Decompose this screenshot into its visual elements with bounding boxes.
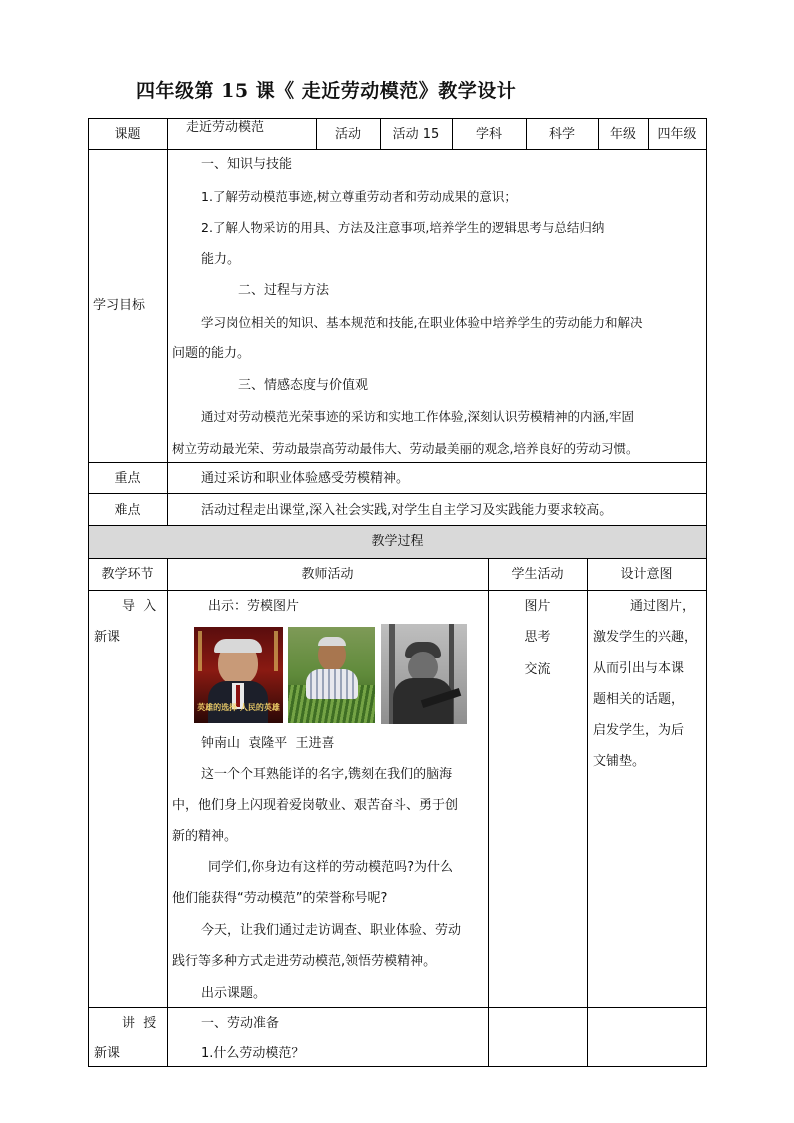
objective-line: 树立劳动最光荣、劳动最崇高劳动最伟大、劳动最美丽的观念,培养良好的劳动习惯。 <box>172 441 639 456</box>
column-header-stage: 教学环节 <box>101 567 154 582</box>
column-header-teacher: 教师活动 <box>301 567 354 582</box>
key-point-text: 通过采访和职业体验感受劳模精神。 <box>201 471 410 486</box>
teacher-line: 新的精神。 <box>172 829 238 844</box>
key-point-label: 重点 <box>114 471 141 486</box>
teacher-line: 这一个个耳熟能详的名字,镌刻在我们的脑海 <box>201 767 453 782</box>
document-title: 四年级第 15 课《 走近劳动模范》教学设计 <box>136 80 517 102</box>
teacher-line: 出示课题。 <box>201 986 267 1001</box>
design-intent-line: 文铺垫。 <box>593 754 646 769</box>
activity-value: 活动 15 <box>392 127 440 142</box>
grade-value: 四年级 <box>657 127 697 142</box>
objective-line: 三、情感态度与价值观 <box>238 378 369 393</box>
process-header: 教学过程 <box>371 534 424 549</box>
objective-line: 学习岗位相关的知识、基本规范和技能,在职业体验中培养学生的劳动能力和解决 <box>201 315 643 330</box>
yuan-longping-photo <box>288 627 375 723</box>
intro-stage-line1: 导 入 <box>122 599 157 614</box>
grade-label: 年级 <box>609 127 636 142</box>
student-activity-item: 交流 <box>524 662 551 677</box>
teacher-line: 同学们,你身边有这样的劳动模范吗?为什么 <box>208 860 454 875</box>
difficulty-label: 难点 <box>114 503 141 518</box>
design-intent-line: 激发学生的兴趣， <box>593 630 698 645</box>
teacher-line: 出示：劳模图片 <box>208 599 300 614</box>
difficulty-text: 活动过程走出课堂,深入社会实践,对学生自主学习及实践能力要求较高。 <box>201 503 613 518</box>
lecture-teacher-line: 一、劳动准备 <box>201 1016 280 1031</box>
teacher-line: 钟南山 袁隆平 王进喜 <box>201 736 335 751</box>
intro-stage-line2: 新课 <box>94 630 121 645</box>
teacher-line: 践行等多种方式走进劳动模范,领悟劳模精神。 <box>172 954 437 969</box>
zhong-nanshan-caption: 英雄的选择 人民的英雄 <box>197 703 280 712</box>
subject-label: 学科 <box>475 127 502 142</box>
objective-line: 能力。 <box>201 252 241 267</box>
student-activity-item: 图片 <box>524 599 551 614</box>
objective-line: 1.了解劳动模范事迹,树立尊重劳动者和劳动成果的意识； <box>201 189 517 204</box>
lecture-teacher-line: 1.什么劳动模范？ <box>201 1046 305 1061</box>
objective-line: 一、知识与技能 <box>201 157 293 172</box>
teacher-line: 中，他们身上闪现着爱岗敬业、艰苦奋斗、勇于创 <box>172 798 459 813</box>
teacher-line: 他们能获得“劳动模范”的荣誉称号呢? <box>172 891 388 906</box>
objectives-label: 学习目标 <box>93 298 146 313</box>
lecture-stage-line1: 讲 授 <box>122 1016 157 1031</box>
student-activity-item: 思考 <box>524 630 551 645</box>
objective-line: 问题的能力。 <box>172 346 251 361</box>
column-header-design: 设计意图 <box>620 567 673 582</box>
topic-value: 走近劳动模范 <box>186 120 265 135</box>
design-intent-line: 从而引出与本课 <box>593 661 685 676</box>
objective-line: 2.了解人物采访的用具、方法及注意事项,培养学生的逻辑思考与总结归纳 <box>201 220 605 235</box>
design-intent-line: 启发学生，为后 <box>593 723 685 738</box>
activity-label: 活动 <box>334 127 361 142</box>
design-intent-line: 通过图片， <box>630 599 696 614</box>
teacher-line: 今天，让我们通过走访调查、职业体验、劳动 <box>201 923 462 938</box>
column-header-student: 学生活动 <box>511 567 564 582</box>
lecture-stage-line2: 新课 <box>94 1046 121 1061</box>
zhong-nanshan-photo <box>194 627 283 723</box>
wang-jinxi-photo <box>381 624 467 724</box>
objective-line: 通过对劳动模范光荣事迹的采访和实地工作体验,深刻认识劳模精神的内涵,牢固 <box>201 409 634 424</box>
objective-line: 二、过程与方法 <box>238 283 330 298</box>
design-intent-line: 题相关的话题， <box>593 692 685 707</box>
topic-label: 课题 <box>114 127 141 142</box>
subject-value: 科学 <box>548 127 575 142</box>
